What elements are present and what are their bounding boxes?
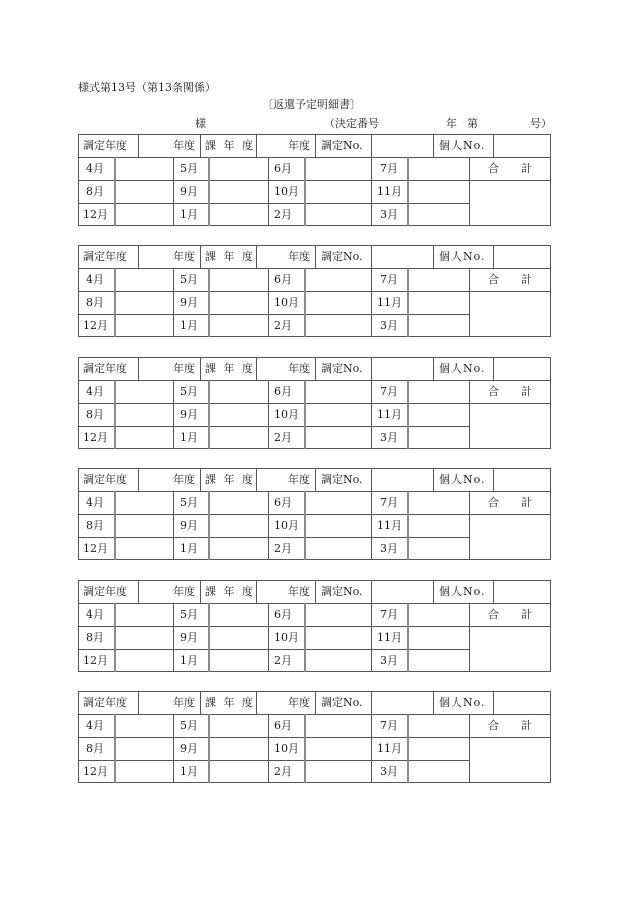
month-label-jul: 7月 (380, 162, 398, 175)
month-amount-oct[interactable] (304, 514, 371, 537)
month-label-dec: 12月 (83, 208, 108, 221)
month-amount-dec[interactable] (114, 426, 173, 449)
month-amount-jun[interactable] (304, 491, 371, 514)
month-amount-sep[interactable] (208, 180, 268, 203)
month-amount-jan[interactable] (208, 649, 268, 672)
month-label-oct: 10月 (274, 296, 299, 309)
personal-no-label: 個人No. (439, 696, 486, 709)
month-amount-nov[interactable] (407, 737, 469, 760)
addressee-honorific: 様 (195, 117, 206, 130)
total-label: 合 計 (488, 385, 532, 398)
month-label-jan: 1月 (180, 319, 198, 332)
section-year-field[interactable] (256, 245, 315, 268)
repayment-schedule-table-1 (78, 134, 551, 226)
month-label-nov: 11月 (377, 519, 402, 532)
month-label-feb: 2月 (274, 542, 292, 555)
month-label-may: 5月 (180, 162, 198, 175)
assessment-no-field[interactable] (371, 357, 433, 380)
month-label-feb: 2月 (274, 319, 292, 332)
decision-number-label: （決定番号 (324, 117, 379, 130)
month-label-apr: 4月 (86, 608, 104, 621)
assessment-no-field[interactable] (371, 580, 433, 603)
month-label-nov: 11月 (377, 296, 402, 309)
month-amount-dec[interactable] (114, 314, 173, 337)
month-amount-jan[interactable] (208, 314, 268, 337)
month-label-jun: 6月 (274, 608, 292, 621)
month-amount-sep[interactable] (208, 737, 268, 760)
month-label-dec: 12月 (83, 431, 108, 444)
month-amount-nov[interactable] (407, 626, 469, 649)
month-label-oct: 10月 (274, 408, 299, 421)
month-amount-may[interactable] (208, 491, 268, 514)
assessment-no-label: 調定No. (321, 139, 363, 152)
month-amount-nov[interactable] (407, 291, 469, 314)
month-label-jan: 1月 (180, 765, 198, 778)
personal-no-field[interactable] (493, 245, 551, 268)
repayment-schedule-table-4 (78, 468, 551, 560)
month-label-mar: 3月 (380, 431, 398, 444)
month-label-oct: 10月 (274, 631, 299, 644)
month-label-feb: 2月 (274, 654, 292, 667)
month-label-nov: 11月 (377, 185, 402, 198)
assessment-year-suffix: 年度 (173, 250, 195, 263)
month-amount-jun[interactable] (304, 380, 371, 403)
month-label-aug: 8月 (86, 519, 104, 532)
month-amount-dec[interactable] (114, 537, 173, 560)
month-amount-jan[interactable] (208, 426, 268, 449)
repayment-schedule-table-6 (78, 691, 551, 783)
month-label-may: 5月 (180, 496, 198, 509)
month-label-jun: 6月 (274, 162, 292, 175)
month-label-sep: 9月 (180, 296, 198, 309)
section-year-label: 課 年 度 (205, 473, 255, 486)
total-label: 合 計 (488, 162, 532, 175)
month-amount-apr[interactable] (114, 268, 173, 291)
month-label-oct: 10月 (274, 519, 299, 532)
month-amount-feb[interactable] (304, 760, 371, 783)
assessment-year-suffix: 年度 (173, 585, 195, 598)
assessment-year-suffix: 年度 (173, 362, 195, 375)
month-label-sep: 9月 (180, 408, 198, 421)
month-amount-mar[interactable] (407, 314, 469, 337)
month-amount-sep[interactable] (208, 514, 268, 537)
section-year-label: 課 年 度 (205, 139, 255, 152)
month-amount-may[interactable] (208, 603, 268, 626)
decision-year-label: 年 (446, 117, 457, 130)
month-label-may: 5月 (180, 385, 198, 398)
repayment-schedule-table-3 (78, 357, 551, 449)
total-amount-field[interactable] (469, 626, 551, 672)
assessment-no-label: 調定No. (321, 362, 363, 375)
personal-no-label: 個人No. (439, 585, 486, 598)
month-amount-jul[interactable] (407, 714, 469, 737)
assessment-no-label: 調定No. (321, 696, 363, 709)
month-amount-dec[interactable] (114, 760, 173, 783)
section-year-field[interactable] (256, 357, 315, 380)
section-year-label: 課 年 度 (205, 362, 255, 375)
month-label-jun: 6月 (274, 496, 292, 509)
section-year-field[interactable] (256, 580, 315, 603)
month-amount-aug[interactable] (114, 291, 173, 314)
personal-no-label: 個人No. (439, 250, 486, 263)
month-label-jul: 7月 (380, 496, 398, 509)
month-amount-mar[interactable] (407, 649, 469, 672)
month-label-feb: 2月 (274, 765, 292, 778)
month-amount-jun[interactable] (304, 714, 371, 737)
month-amount-aug[interactable] (114, 514, 173, 537)
month-amount-jan[interactable] (208, 760, 268, 783)
month-label-aug: 8月 (86, 742, 104, 755)
decision-dai-label: 第 (467, 117, 478, 130)
month-label-jul: 7月 (380, 385, 398, 398)
month-label-feb: 2月 (274, 431, 292, 444)
month-amount-jun[interactable] (304, 157, 371, 180)
month-amount-aug[interactable] (114, 626, 173, 649)
month-amount-nov[interactable] (407, 514, 469, 537)
month-amount-jun[interactable] (304, 603, 371, 626)
total-label: 合 計 (488, 719, 532, 732)
month-label-mar: 3月 (380, 542, 398, 555)
section-year-suffix: 年度 (288, 696, 310, 709)
personal-no-field[interactable] (493, 357, 551, 380)
month-amount-jun[interactable] (304, 268, 371, 291)
month-amount-nov[interactable] (407, 180, 469, 203)
month-label-mar: 3月 (380, 765, 398, 778)
personal-no-label: 個人No. (439, 473, 486, 486)
total-amount-field[interactable] (469, 403, 551, 449)
month-label-jan: 1月 (180, 431, 198, 444)
month-amount-sep[interactable] (208, 291, 268, 314)
total-label: 合 計 (488, 608, 532, 621)
total-label: 合 計 (488, 273, 532, 286)
month-label-apr: 4月 (86, 719, 104, 732)
month-label-nov: 11月 (377, 631, 402, 644)
month-amount-mar[interactable] (407, 426, 469, 449)
month-amount-jul[interactable] (407, 603, 469, 626)
month-amount-oct[interactable] (304, 626, 371, 649)
month-label-apr: 4月 (86, 496, 104, 509)
assessment-no-field[interactable] (371, 468, 433, 491)
month-amount-feb[interactable] (304, 426, 371, 449)
assessment-no-field[interactable] (371, 245, 433, 268)
assessment-year-label: 調定年度 (83, 473, 127, 486)
repayment-schedule-table-2 (78, 245, 551, 337)
section-year-field[interactable] (256, 134, 315, 157)
month-label-sep: 9月 (180, 742, 198, 755)
month-label-dec: 12月 (83, 319, 108, 332)
total-amount-field[interactable] (469, 291, 551, 337)
repayment-schedule-table-5 (78, 580, 551, 672)
month-label-jun: 6月 (274, 385, 292, 398)
section-year-label: 課 年 度 (205, 585, 255, 598)
month-label-may: 5月 (180, 719, 198, 732)
month-amount-aug[interactable] (114, 403, 173, 426)
assessment-year-label: 調定年度 (83, 585, 127, 598)
month-amount-apr[interactable] (114, 380, 173, 403)
section-year-suffix: 年度 (288, 139, 310, 152)
month-label-mar: 3月 (380, 654, 398, 667)
month-amount-apr[interactable] (114, 603, 173, 626)
assessment-no-label: 調定No. (321, 585, 363, 598)
personal-no-label: 個人No. (439, 362, 486, 375)
month-label-jan: 1月 (180, 654, 198, 667)
assessment-year-field[interactable] (138, 691, 200, 714)
assessment-year-field[interactable] (138, 357, 200, 380)
month-amount-dec[interactable] (114, 649, 173, 672)
month-label-sep: 9月 (180, 185, 198, 198)
month-amount-feb[interactable] (304, 649, 371, 672)
month-label-nov: 11月 (377, 408, 402, 421)
month-label-mar: 3月 (380, 319, 398, 332)
month-label-apr: 4月 (86, 385, 104, 398)
month-amount-jul[interactable] (407, 268, 469, 291)
month-label-jun: 6月 (274, 273, 292, 286)
month-amount-may[interactable] (208, 157, 268, 180)
month-label-jul: 7月 (380, 273, 398, 286)
assessment-year-label: 調定年度 (83, 696, 127, 709)
month-amount-dec[interactable] (114, 203, 173, 226)
month-label-jul: 7月 (380, 608, 398, 621)
month-label-jan: 1月 (180, 208, 198, 221)
month-amount-feb[interactable] (304, 537, 371, 560)
month-label-apr: 4月 (86, 162, 104, 175)
section-year-field[interactable] (256, 468, 315, 491)
section-year-suffix: 年度 (288, 473, 310, 486)
month-amount-apr[interactable] (114, 491, 173, 514)
month-label-dec: 12月 (83, 654, 108, 667)
personal-no-field[interactable] (493, 468, 551, 491)
total-amount-field[interactable] (469, 737, 551, 783)
month-label-sep: 9月 (180, 631, 198, 644)
section-year-field[interactable] (256, 691, 315, 714)
month-amount-may[interactable] (208, 268, 268, 291)
month-label-mar: 3月 (380, 208, 398, 221)
assessment-year-suffix: 年度 (173, 696, 195, 709)
month-label-aug: 8月 (86, 408, 104, 421)
section-year-suffix: 年度 (288, 362, 310, 375)
decision-go-label: 号） (530, 117, 552, 130)
month-amount-feb[interactable] (304, 203, 371, 226)
month-amount-apr[interactable] (114, 157, 173, 180)
month-label-may: 5月 (180, 608, 198, 621)
month-amount-apr[interactable] (114, 714, 173, 737)
month-amount-jul[interactable] (407, 491, 469, 514)
month-amount-feb[interactable] (304, 314, 371, 337)
section-year-suffix: 年度 (288, 250, 310, 263)
month-label-dec: 12月 (83, 765, 108, 778)
assessment-no-label: 調定No. (321, 250, 363, 263)
assessment-year-label: 調定年度 (83, 139, 127, 152)
month-amount-mar[interactable] (407, 537, 469, 560)
month-amount-aug[interactable] (114, 737, 173, 760)
month-label-nov: 11月 (377, 742, 402, 755)
document-title: 〔返還予定明細書〕 (262, 98, 361, 111)
month-amount-may[interactable] (208, 380, 268, 403)
personal-no-field[interactable] (493, 580, 551, 603)
month-amount-mar[interactable] (407, 203, 469, 226)
month-amount-sep[interactable] (208, 626, 268, 649)
month-label-jun: 6月 (274, 719, 292, 732)
section-year-suffix: 年度 (288, 585, 310, 598)
month-label-dec: 12月 (83, 542, 108, 555)
month-amount-mar[interactable] (407, 760, 469, 783)
month-label-apr: 4月 (86, 273, 104, 286)
month-amount-jul[interactable] (407, 380, 469, 403)
month-amount-oct[interactable] (304, 737, 371, 760)
month-label-oct: 10月 (274, 742, 299, 755)
total-label: 合 計 (488, 496, 532, 509)
assessment-year-label: 調定年度 (83, 362, 127, 375)
section-year-label: 課 年 度 (205, 696, 255, 709)
personal-no-label: 個人No. (439, 139, 486, 152)
month-amount-may[interactable] (208, 714, 268, 737)
assessment-year-suffix: 年度 (173, 139, 195, 152)
total-amount-field[interactable] (469, 514, 551, 560)
assessment-no-label: 調定No. (321, 473, 363, 486)
assessment-no-field[interactable] (371, 691, 433, 714)
month-amount-jan[interactable] (208, 203, 268, 226)
month-amount-aug[interactable] (114, 180, 173, 203)
personal-no-field[interactable] (493, 691, 551, 714)
month-amount-oct[interactable] (304, 180, 371, 203)
assessment-year-field[interactable] (138, 580, 200, 603)
month-label-may: 5月 (180, 273, 198, 286)
month-amount-sep[interactable] (208, 403, 268, 426)
total-amount-field[interactable] (469, 180, 551, 226)
form-number: 様式第13号（第13条関係） (78, 81, 216, 94)
personal-no-field[interactable] (493, 134, 551, 157)
month-amount-jul[interactable] (407, 157, 469, 180)
month-label-feb: 2月 (274, 208, 292, 221)
month-amount-oct[interactable] (304, 403, 371, 426)
month-label-jul: 7月 (380, 719, 398, 732)
month-label-sep: 9月 (180, 519, 198, 532)
month-amount-nov[interactable] (407, 403, 469, 426)
month-label-oct: 10月 (274, 185, 299, 198)
assessment-no-field[interactable] (371, 134, 433, 157)
month-label-aug: 8月 (86, 185, 104, 198)
month-label-jan: 1月 (180, 542, 198, 555)
month-amount-oct[interactable] (304, 291, 371, 314)
assessment-year-field[interactable] (138, 134, 200, 157)
assessment-year-field[interactable] (138, 245, 200, 268)
month-amount-jan[interactable] (208, 537, 268, 560)
section-year-label: 課 年 度 (205, 250, 255, 263)
assessment-year-field[interactable] (138, 468, 200, 491)
month-label-aug: 8月 (86, 296, 104, 309)
month-label-aug: 8月 (86, 631, 104, 644)
assessment-year-suffix: 年度 (173, 473, 195, 486)
assessment-year-label: 調定年度 (83, 250, 127, 263)
